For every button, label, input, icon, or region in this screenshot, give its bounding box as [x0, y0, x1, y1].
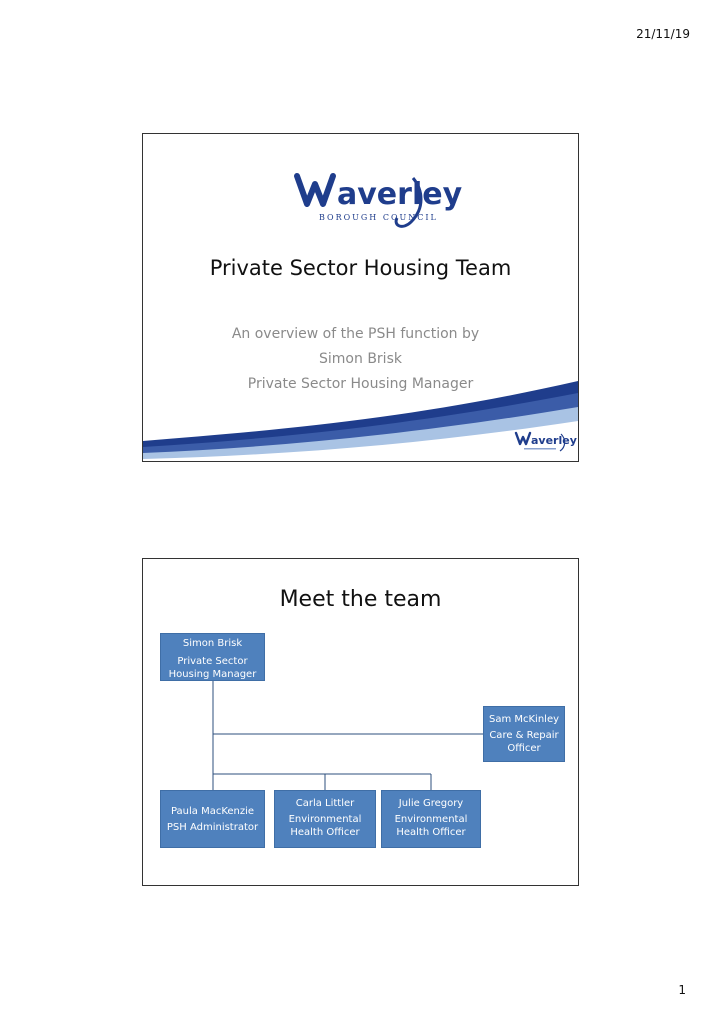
org-box-julie-gregory	[381, 790, 481, 848]
member-name: Simon Brisk	[182, 638, 243, 649]
presenter-name: Simon Brisk	[319, 351, 402, 367]
slide-title: Private Sector Housing Team	[209, 256, 512, 280]
member-name: Julie Gregory	[398, 798, 464, 809]
member-role: Care & Repair Officer	[489, 730, 559, 754]
footer-swoosh	[143, 381, 578, 461]
org-box-carla-littler	[274, 790, 376, 848]
subtitle-line: An overview of the PSH function by	[231, 326, 480, 342]
member-role: Environmental Health Officer	[288, 814, 362, 838]
org-box-paula-mackenzie	[160, 790, 265, 848]
presenter-role: Private Sector Housing Manager	[247, 376, 474, 392]
page-number: 1	[678, 983, 686, 997]
member-role: PSH Administrator	[166, 821, 259, 833]
waverley-logo-small	[514, 429, 577, 455]
member-name: Sam McKinley	[488, 714, 560, 725]
org-box-simon-brisk	[160, 633, 265, 681]
page-date: 21/11/19	[636, 27, 690, 41]
team-slide	[142, 558, 579, 886]
org-box-sam-mckinley	[483, 706, 565, 762]
slide-title: Meet the team	[279, 587, 442, 612]
svg-text:averley: averley	[337, 177, 463, 212]
member-name: Paula MacKenzie	[170, 805, 255, 817]
svg-text:averley: averley	[531, 434, 577, 447]
member-role: Private Sector Housing Manager	[168, 656, 257, 680]
member-role: Environmental Health Officer	[394, 814, 468, 838]
svg-text:BOROUGH COUNCIL: BOROUGH COUNCIL	[319, 213, 438, 222]
member-name: Carla Littler	[295, 798, 355, 809]
waverley-logo	[293, 164, 463, 234]
title-slide	[142, 133, 579, 462]
